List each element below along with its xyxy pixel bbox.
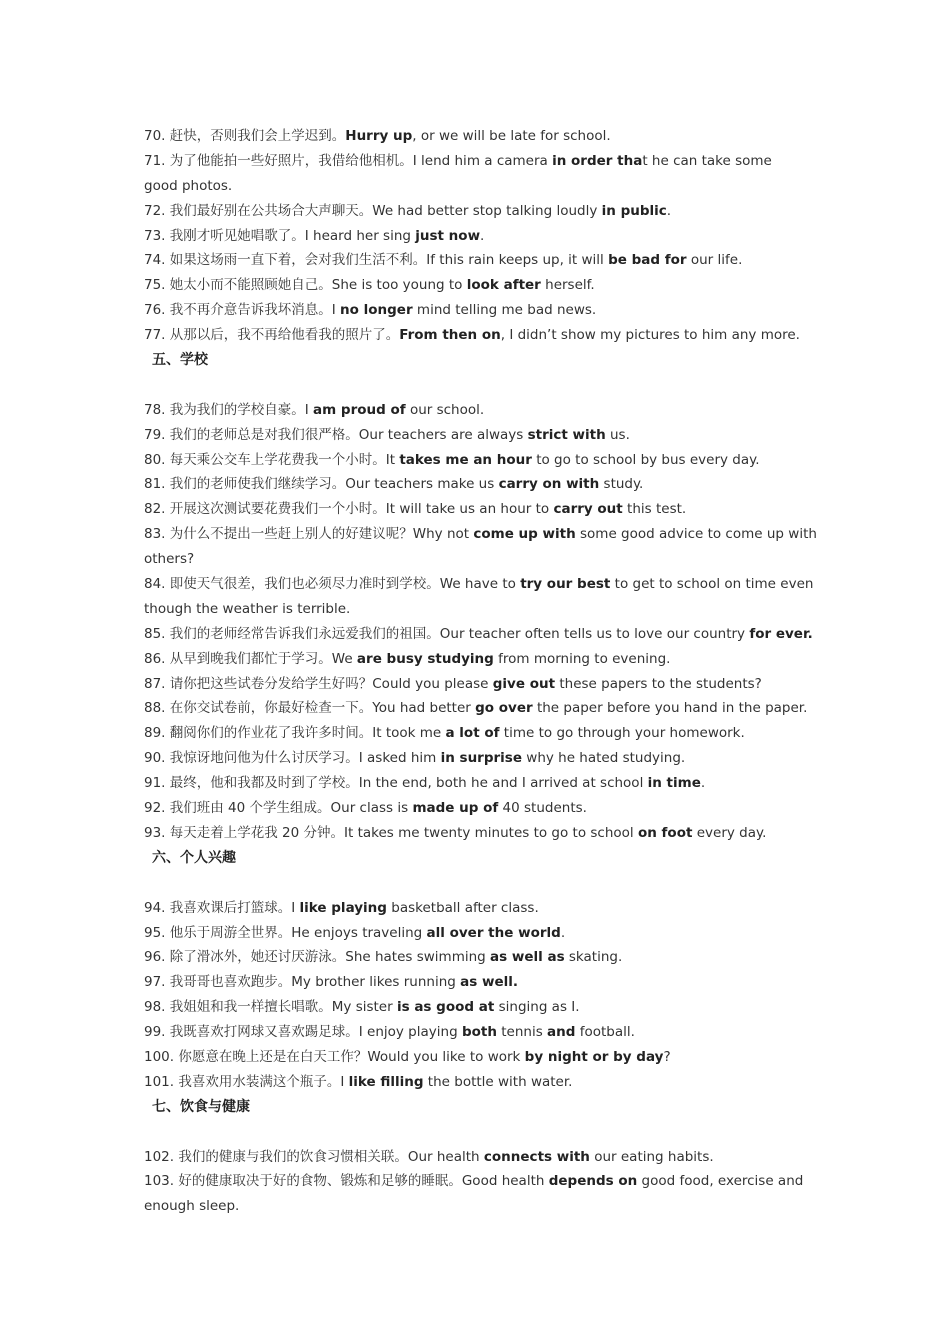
text-segment: good photos. — [144, 177, 233, 194]
text-segment: skating. — [564, 949, 623, 966]
text-segment: 83. 为什么不提出一些赶上别人的好建议呢？Why not — [144, 526, 474, 543]
text-segment: though the weather is terrible. — [144, 600, 351, 617]
text-segment: 40 students. — [498, 800, 587, 817]
text-segment: others? — [144, 551, 195, 568]
text-line — [144, 497, 809, 522]
text-line — [144, 522, 817, 547]
text-segment: 93. 每天走着上学花我 20 分钟。It takes me twenty minutes to go to school — [144, 824, 638, 841]
text-segment: study. — [599, 476, 644, 493]
text-segment: 72. 我们最好别在公共场合大声聊天。We had better stop talking loudly — [144, 202, 602, 219]
text-segment: from morning to evening. — [493, 650, 671, 667]
text-segment: 100. 你愿意在晚上还是在白天工作？Would you like to work — [144, 1048, 525, 1065]
text-segment: tennis — [496, 1024, 548, 1041]
bold-phrase: give out — [492, 675, 556, 692]
text-line — [144, 1145, 809, 1170]
text-line — [144, 597, 809, 622]
bold-phrase: a lot of — [445, 725, 500, 742]
text-segment: 82. 开展这次测试要花费我们一个小时。It will take us an hour to — [144, 501, 554, 518]
blank-line — [144, 373, 809, 398]
text-line — [144, 224, 809, 249]
bold-phrase: is as good at — [396, 999, 495, 1016]
text-segment: . — [666, 202, 672, 219]
text-segment: 87. 请你把这些试卷分发给学生好吗？Could you please — [144, 675, 493, 692]
text-segment: some good advice to come up with — [575, 526, 817, 543]
bold-phrase: in surprise — [440, 750, 522, 767]
text-line — [144, 1045, 809, 1070]
bold-phrase: no longer — [340, 302, 413, 319]
text-line — [144, 248, 809, 273]
text-line — [144, 124, 809, 149]
text-line — [144, 1169, 809, 1194]
text-segment: 101. 我喜欢用水装满这个瓶子。I — [144, 1073, 349, 1090]
text-segment: . — [560, 924, 566, 941]
text-line — [144, 298, 809, 323]
text-line — [144, 547, 809, 572]
text-segment: our school. — [405, 401, 485, 418]
bold-phrase: am proud of — [313, 401, 406, 418]
text-segment: 88. 在你交试卷前，你最好检查一下。You had better — [144, 700, 476, 717]
text-segment: 89. 翻阅你们的作业花了我许多时间。It took me — [144, 725, 446, 742]
blank-line — [144, 871, 809, 896]
text-segment: 75. 她太小而不能照顾她自己。She is too young to — [144, 277, 467, 294]
text-segment: these papers to the students? — [555, 675, 762, 692]
bold-phrase: just now — [415, 227, 481, 244]
text-segment: good food, exercise and — [637, 1173, 804, 1190]
text-line — [144, 398, 809, 423]
text-segment: . — [700, 775, 706, 792]
text-segment: herself. — [540, 277, 595, 294]
bold-phrase: for ever. — [749, 625, 813, 642]
text-line — [144, 1070, 809, 1095]
bold-phrase: like playing — [299, 899, 387, 916]
bold-phrase: Hurry up — [345, 128, 413, 144]
text-segment: , I didn’t show my pictures to him any more. — [500, 327, 800, 344]
bold-phrase: look after — [466, 277, 541, 294]
text-line — [144, 448, 809, 473]
text-line — [144, 945, 809, 970]
text-line — [144, 970, 809, 995]
bold-phrase: strict with — [527, 426, 606, 443]
text-segment: 78. 我为我们的学校自豪。I — [144, 401, 314, 418]
text-line — [144, 672, 809, 697]
text-segment: enough sleep. — [144, 1198, 240, 1215]
text-line — [144, 796, 809, 821]
text-segment: us. — [605, 426, 630, 443]
bold-phrase: as well as — [490, 949, 565, 966]
bold-phrase: be bad for — [608, 252, 687, 269]
text-segment: 73. 我刚才听见她唱歌了。I heard her sing — [144, 227, 416, 244]
text-segment: basketball after class. — [386, 899, 539, 916]
text-line — [144, 821, 809, 846]
text-line — [144, 1194, 809, 1219]
bold-phrase: made up of — [412, 800, 499, 817]
text-line — [144, 149, 809, 174]
text-segment: t he can take some — [642, 152, 772, 169]
text-segment: our life. — [686, 252, 743, 269]
bold-phrase: takes me an hour — [399, 451, 532, 468]
bold-phrase: both — [461, 1024, 497, 1041]
blank-line — [144, 1120, 809, 1145]
bold-phrase: come up with — [473, 526, 576, 543]
text-segment: 70. 赶快，否则我们会上学迟到。 — [144, 128, 346, 144]
bold-phrase: by night or by day — [524, 1048, 664, 1065]
bold-phrase: go over — [475, 700, 533, 717]
text-segment: 102. 我们的健康与我们的饮食习惯相关联。Our health — [144, 1148, 484, 1165]
text-segment: our eating habits. — [589, 1148, 714, 1165]
text-line — [144, 995, 809, 1020]
text-line — [144, 472, 809, 497]
text-line — [144, 174, 809, 199]
text-segment: 79. 我们的老师总是对我们很严格。Our teachers are always — [144, 426, 528, 443]
text-line — [144, 1020, 809, 1045]
text-segment: why he hated studying. — [521, 750, 686, 767]
section-heading: 五、学校 — [152, 352, 208, 369]
text-segment: the bottle with water. — [423, 1073, 573, 1090]
text-segment: 77. 从那以后，我不再给他看我的照片了。 — [144, 327, 400, 344]
section-heading: 七、饮食与健康 — [152, 1098, 250, 1115]
bold-phrase: are busy studying — [356, 650, 494, 667]
text-line — [144, 273, 809, 298]
text-line — [144, 647, 809, 672]
text-segment: football. — [575, 1024, 635, 1041]
text-segment: 86. 从早到晚我们都忙于学习。We — [144, 650, 357, 667]
bold-phrase: From then on — [399, 327, 501, 344]
text-segment: 92. 我们班由 40 个学生组成。Our class is — [144, 800, 413, 817]
text-segment: to get to school on time even — [610, 576, 814, 593]
text-segment: 90. 我惊讶地问他为什么讨厌学习。I asked him — [144, 750, 441, 767]
text-line — [144, 721, 809, 746]
text-segment: 84. 即使天气很差，我们也必须尽力准时到学校。We have to — [144, 576, 521, 593]
bold-phrase: carry out — [553, 501, 623, 518]
text-segment: ? — [663, 1048, 671, 1065]
bold-phrase: try our best — [520, 576, 611, 593]
text-line — [144, 622, 813, 647]
text-segment: 94. 我喜欢课后打篮球。I — [144, 899, 300, 916]
text-segment: 96. 除了滑冰外，她还讨厌游泳。She hates swimming — [144, 949, 491, 966]
text-segment: 95. 他乐于周游全世界。He enjoys traveling — [144, 924, 427, 941]
text-line — [144, 896, 809, 921]
text-segment: to go to school by bus every day. — [531, 451, 760, 468]
text-segment: this test. — [622, 501, 687, 518]
text-segment: 80. 每天乘公交车上学花费我一个小时。It — [144, 451, 400, 468]
text-line — [144, 696, 809, 721]
text-segment: 71. 为了他能拍一些好照片，我借给他相机。I lend him a camera — [144, 152, 553, 169]
bold-phrase: connects with — [483, 1148, 590, 1165]
text-segment: , or we will be late for school. — [412, 128, 611, 144]
text-segment: 97. 我哥哥也喜欢跑步。My brother likes running — [144, 974, 461, 991]
section-heading: 六、个人兴趣 — [152, 849, 236, 866]
text-segment: 76. 我不再介意告诉我坏消息。I — [144, 302, 341, 319]
bold-phrase: on foot — [637, 824, 693, 841]
text-segment: 103. 好的健康取决于好的食物、锻炼和足够的睡眠。Good health — [144, 1173, 549, 1190]
bold-phrase: as well. — [460, 974, 518, 991]
bold-phrase: and — [547, 1024, 576, 1041]
text-line — [144, 771, 809, 796]
bold-phrase: carry on with — [498, 476, 600, 493]
text-segment: . — [480, 227, 485, 244]
text-line — [144, 423, 809, 448]
text-segment: 99. 我既喜欢打网球又喜欢踢足球。I enjoy playing — [144, 1024, 462, 1041]
text-segment: 85. 我们的老师经常告诉我们永远爱我们的祖国。Our teacher often tells us to love our country — [144, 625, 750, 642]
text-segment: singing as I. — [494, 999, 580, 1016]
text-segment: mind telling me bad news. — [412, 302, 597, 319]
text-segment: 81. 我们的老师使我们继续学习。Our teachers make us — [144, 476, 499, 493]
text-line — [144, 323, 809, 348]
text-line — [144, 746, 809, 771]
text-line — [144, 199, 809, 224]
text-segment: every day. — [692, 824, 767, 841]
bold-phrase: in time — [647, 775, 701, 792]
text-segment: 91. 最终，他和我都及时到了学校。In the end, both he and I arrived at school — [144, 775, 648, 792]
text-segment: time to go through your homework. — [499, 725, 745, 742]
document-content — [144, 124, 817, 1219]
bold-phrase: in order tha — [552, 152, 643, 169]
bold-phrase: in public — [601, 202, 667, 219]
text-segment: 74. 如果这场雨一直下着，会对我们生活不利。If this rain keeps up, it will — [144, 252, 609, 269]
bold-phrase: like filling — [348, 1073, 424, 1090]
text-segment: the paper before you hand in the paper. — [532, 700, 808, 717]
text-line — [144, 572, 814, 597]
text-segment: 98. 我姐姐和我一样擅长唱歌。My sister — [144, 999, 397, 1016]
bold-phrase: all over the world — [426, 924, 561, 941]
bold-phrase: depends on — [548, 1173, 638, 1190]
text-line — [144, 921, 809, 946]
